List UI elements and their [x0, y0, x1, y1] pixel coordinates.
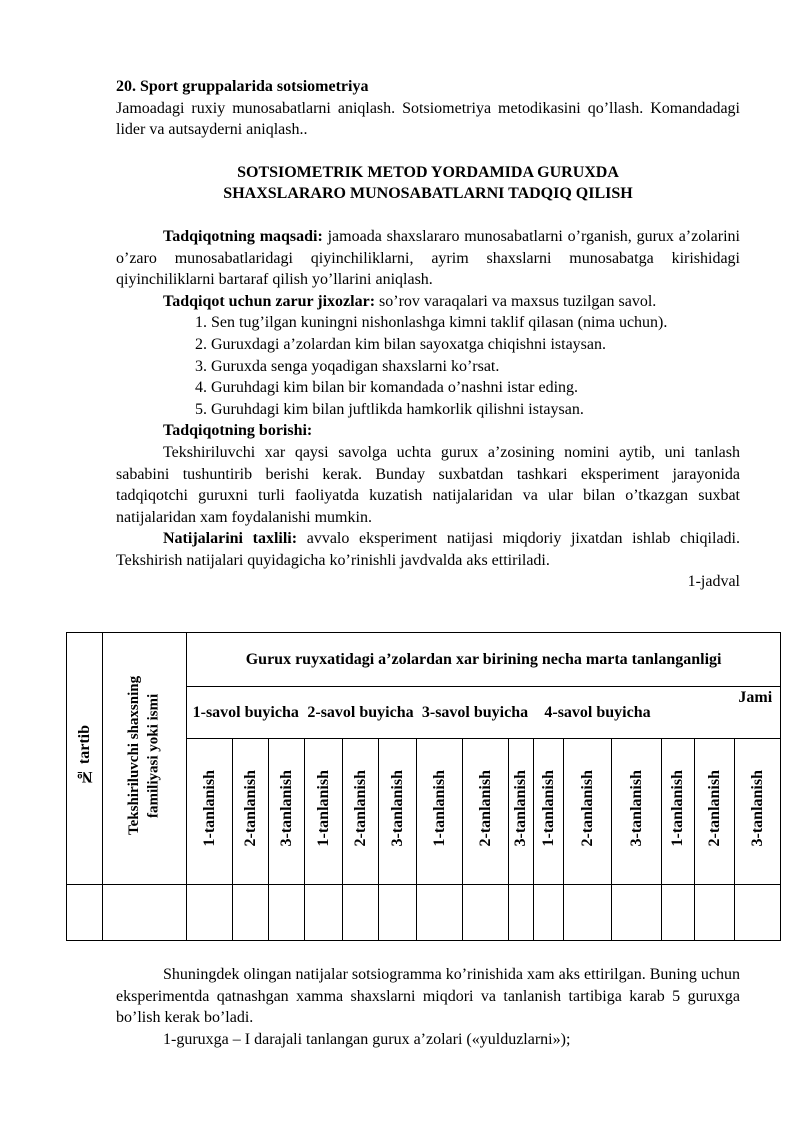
question-item: 2. Guruxdagi a’zolardan kim bilan sayoxatga chiqishni istaysan.	[211, 334, 740, 356]
process-label: Tadqiqotning borishi:	[163, 422, 313, 440]
question-item: 5. Guruhdagi kim bilan juftlikda hamkorlik qilishni istaysan.	[211, 399, 740, 421]
aim-label: Tadqiqotning maqsadi:	[163, 227, 323, 245]
method-title-line-2: SHAXSLARARO MUNOSABATLARNI TADQIQ QILISH	[223, 185, 633, 203]
table-cell	[564, 885, 612, 941]
spacer	[116, 205, 740, 226]
sub-header: 1-tanlanish	[417, 739, 463, 885]
sub-header: 1-tanlanish	[534, 739, 564, 885]
sub-header: 1-tanlanish	[305, 739, 343, 885]
tools-label: Tadqiqot uchun zarur jixozlar:	[163, 292, 376, 310]
sub-header: 3-tanlanish	[269, 739, 305, 885]
aim-paragraph	[116, 226, 740, 291]
col-number-header: № tartib	[67, 633, 103, 885]
group-header-q1: 1-savol buyicha	[187, 687, 305, 739]
table-cell	[305, 885, 343, 941]
sociogram-paragraph: Shuningdek olingan natijalar sotsiogramma ko’rinishida xam aks ettirilgan. Buning uchun eksperimentda qatnashgan xamma shaxslarni miqdori va tanlanish tartibiga karab 5 guruxga bo’lish kerak bo’ladi.	[116, 966, 740, 1027]
table-cell	[534, 885, 564, 941]
sub-header: 1-tanlanish	[662, 739, 695, 885]
group-header-q3: 3-savol buyicha	[417, 687, 534, 739]
spacer	[116, 141, 740, 162]
table-cell	[509, 885, 534, 941]
section-heading: 20. Sport gruppalarida sotsiometriya	[116, 78, 369, 95]
table-cell	[343, 885, 379, 941]
question-item: 4. Guruhdagi kim bilan bir komandada o’nashni istar eding.	[211, 377, 740, 399]
group-header-q4: 4-savol buyicha	[534, 687, 662, 739]
table-cell	[695, 885, 735, 941]
table-cell	[187, 885, 233, 941]
results-label: Natijalarini taxlili:	[163, 530, 298, 548]
table-row	[67, 885, 781, 941]
after-table-text	[116, 964, 740, 1050]
question-list	[116, 312, 740, 420]
sub-header: 3-tanlanish	[735, 739, 781, 885]
table-cell	[269, 885, 305, 941]
group-header-total: Jami	[662, 687, 781, 739]
method-title-line-1: SOTSIOMETRIK METOD YORDAMIDA GURUXDA	[237, 163, 619, 181]
results-text: avvalo eksperiment natijasi miqdoriy jixatdan ishlab chiqiladi. Tekshirish natijalari quyidagicha ko’rinishli javdvalda aks ettiriladi.	[116, 530, 740, 569]
group-1-paragraph: 1-guruxga – I darajali tanlangan gurux a’zolari («yulduzlarni»);	[163, 1030, 571, 1048]
sub-header: 2-tanlanish	[343, 739, 379, 885]
document-body	[116, 76, 740, 593]
table-cell	[233, 885, 269, 941]
tools-text: so’rov varaqalari va maxsus tuzilgan savol.	[375, 292, 657, 310]
table-cell	[735, 885, 781, 941]
table-cell	[67, 885, 103, 941]
sub-header: 3-tanlanish	[509, 739, 534, 885]
process-paragraph: Tekshiriluvchi xar qaysi savolga uchta gurux a’zosining nomini aytib, uni tanlash sababini tushuntirib berishi kerak. Bunday suxbatdan tashkari eksperiment jarayonida tadqiqotchi guruxni turli faoliyatda kuzatish natijalaridan va ular bilan o’tkazgan suxbat natijalaridan xam foydalanishi mumkin.	[116, 443, 740, 526]
sub-header: 2-tanlanish	[233, 739, 269, 885]
sub-header: 3-tanlanish	[612, 739, 662, 885]
table-cell	[103, 885, 187, 941]
sub-header: 3-tanlanish	[379, 739, 417, 885]
sub-header: 2-tanlanish	[564, 739, 612, 885]
results-paragraph	[116, 528, 740, 571]
sub-header: 1-tanlanish	[187, 739, 233, 885]
table-cell	[417, 885, 463, 941]
table-cell	[662, 885, 695, 941]
selection-count-header: Gurux ruyxatidagi a’zolardan xar birining necha marta tanlanganligi	[187, 633, 781, 687]
results-table	[66, 632, 781, 941]
sub-header: 2-tanlanish	[463, 739, 509, 885]
question-item: 3. Guruxda senga yoqadigan shaxslarni ko’rsat.	[211, 356, 740, 378]
table-caption: 1-jadval	[687, 573, 740, 591]
table-cell	[463, 885, 509, 941]
sub-header: 2-tanlanish	[695, 739, 735, 885]
process-label-paragraph	[116, 420, 740, 442]
aim-text: jamoada shaxslararo munosabatlarni o’rganish, gurux a’zolarini o’zaro munosabatlaridagi qiyinchiliklarni, ayrim shaxslarni munosabatga kirishidagi qiyinchiliklarni bartaraf qilish yo’llarini aniqlash.	[116, 227, 740, 289]
question-item: 1. Sen tug’ilgan kuningni nishonlashga kimni taklif qilasan (nima uchun).	[211, 312, 740, 334]
table-cell	[612, 885, 662, 941]
tools-paragraph	[116, 291, 740, 313]
intro-text: Jamoadagi ruxiy munosabatlarni aniqlash. Sotsiometriya metodikasini qo’llash. Komandadagi lider va autsayderni aniqlash..	[116, 99, 740, 139]
group-header-q2: 2-savol buyicha	[305, 687, 417, 739]
col-name-header: Tekshiriluvchi shaxsning familiyasi yoki ismi	[103, 633, 187, 885]
table-cell	[379, 885, 417, 941]
